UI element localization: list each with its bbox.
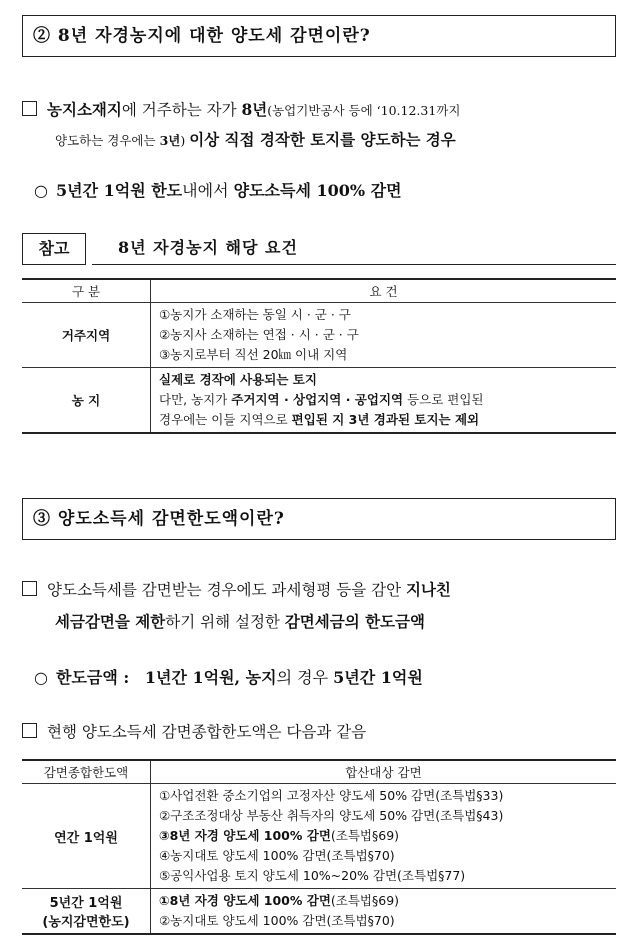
label-line: (농지감면한도) (42, 915, 130, 930)
reference-header (22, 233, 616, 265)
text-exemption: 양도소득세 100% 감면 (233, 181, 402, 200)
section2-circle-line (34, 178, 402, 201)
text-3-years: 3년 (159, 133, 181, 148)
text-fragment: 경우에는 이들 지역으로 (159, 412, 292, 427)
limit-line: ④농지대토 양도세 100% 감면(조특법§70) (159, 848, 395, 863)
requirement-line (159, 390, 608, 410)
label-line: 5년간 1억원 (49, 896, 123, 911)
text-fragment: 다만, 농지가 (159, 392, 232, 407)
section2-bullet (22, 98, 460, 120)
text-direct-farming: 이상 직접 경작한 토지를 양도하는 경우 (189, 130, 456, 149)
square-bullet-icon (22, 723, 37, 738)
section3-bullet-cont (55, 610, 425, 632)
text-farmland-location: 농지소재지 (47, 100, 122, 119)
reference-label: 참고 (22, 233, 86, 265)
square-bullet-icon (22, 101, 37, 116)
limit-line: ②구조조정대상 부동산 취득자의 양도세 50% 감면(조특법§43) (159, 808, 504, 823)
table-header-row (22, 279, 616, 303)
row-content-five-year (151, 889, 617, 935)
text-current-limit: 현행 양도소득세 감면종합한도액은 다음과 같음 (47, 723, 367, 741)
row-content-residence (151, 303, 617, 368)
text-fragment: 하기 위해 설정한 (165, 613, 285, 631)
limit-line: ①사업전환 중소기업의 고정자산 양도세 50% 감면(조특법§33) (159, 788, 504, 803)
table-row (22, 784, 616, 889)
header-limit: 감면종합한도액 (22, 760, 151, 784)
table-row (22, 889, 616, 935)
header-category: 구 분 (22, 279, 151, 303)
text-annual-limit: 1년간 1억원, 농지 (144, 668, 277, 687)
row-label-annual: 연간 1억원 (22, 784, 151, 889)
requirements-table (22, 278, 616, 434)
requirement-line: ③농지로부터 직선 20㎞ 이내 지역 (159, 347, 348, 362)
section3-title: ③ 양도소득세 감면한도액이란? (22, 498, 616, 540)
limit-line: ⑤공익사업용 토지 양도세 10%~20% 감면(조특법§77) (159, 868, 466, 883)
table-row (22, 303, 616, 368)
section3-circle-line (34, 665, 423, 688)
section2-title: ② 8년 자경농지에 대한 양도세 감면이란? (22, 15, 616, 57)
section3-bullet2 (22, 720, 366, 742)
row-content-farmland (151, 368, 617, 434)
reference-title: 8년 자경농지 해당 요건 (92, 233, 616, 265)
text-fragment: 등으로 편입된 (403, 392, 484, 407)
row-label-farmland: 농 지 (22, 368, 151, 434)
section3-bullet (22, 578, 451, 600)
text-limit-reduction: 세금감면을 제한 (55, 612, 166, 631)
text-fragment: 양도하는 경우에는 (55, 133, 160, 148)
text-fragment: 에 거주하는 자가 (121, 101, 242, 119)
row-label-five-year (22, 889, 151, 935)
section2-bullet-cont (55, 128, 456, 150)
table-row (22, 368, 616, 434)
square-bullet-icon (22, 581, 37, 596)
text-five-year-limit: 5년간 1억원 (333, 668, 423, 687)
text-8-years: 8년 (241, 100, 268, 119)
row-content-annual (151, 784, 617, 889)
text-fragment: (농업기반공사 등에 ‘10.12.31까지 (267, 103, 461, 118)
text-fragment: 양도소득세를 감면받는 경우에도 과세형평 등을 감안 (47, 581, 406, 599)
text-limit-amount-label: 한도금액 : (56, 668, 135, 687)
circle-bullet-icon: ○ (34, 181, 48, 200)
circle-bullet-icon: ○ (34, 668, 48, 687)
limit-table (22, 759, 616, 935)
row-label-residence: 거주지역 (22, 303, 151, 368)
header-requirement: 요 건 (151, 279, 617, 303)
limit-line: ③8년 자경 양도세 100% 감면(조특법§69) (159, 828, 400, 843)
requirement-line: ①농지가 소재하는 동일 시 · 군 · 구 (159, 307, 351, 322)
limit-line: ②농지대토 양도세 100% 감면(조특법§70) (159, 913, 395, 928)
header-combined: 합산대상 감면 (151, 760, 617, 784)
text-actual-farming: 실제로 경작에 사용되는 토지 (159, 372, 317, 387)
text-fragment: ) (180, 133, 190, 148)
text-fragment: 의 경우 (276, 668, 334, 687)
requirement-line (159, 370, 608, 390)
limit-line: ①8년 자경 양도세 100% 감면(조특법§69) (159, 893, 400, 908)
text-limit-amount: 감면세금의 한도금액 (284, 612, 425, 631)
text-zones: 주거지역 · 상업지역 · 공업지역 (231, 392, 404, 407)
table-header-row (22, 760, 616, 784)
text-fragment: 내에서 (182, 181, 234, 200)
requirement-line (159, 410, 608, 430)
text-limit: 5년간 1억원 한도 (56, 181, 183, 200)
requirement-line: ②농지사 소재하는 연접 · 시 · 군 · 구 (159, 327, 359, 342)
text-excessive: 지나친 (405, 580, 451, 599)
text-exclusion: 편입된 지 3년 경과된 토지는 제외 (291, 412, 480, 427)
